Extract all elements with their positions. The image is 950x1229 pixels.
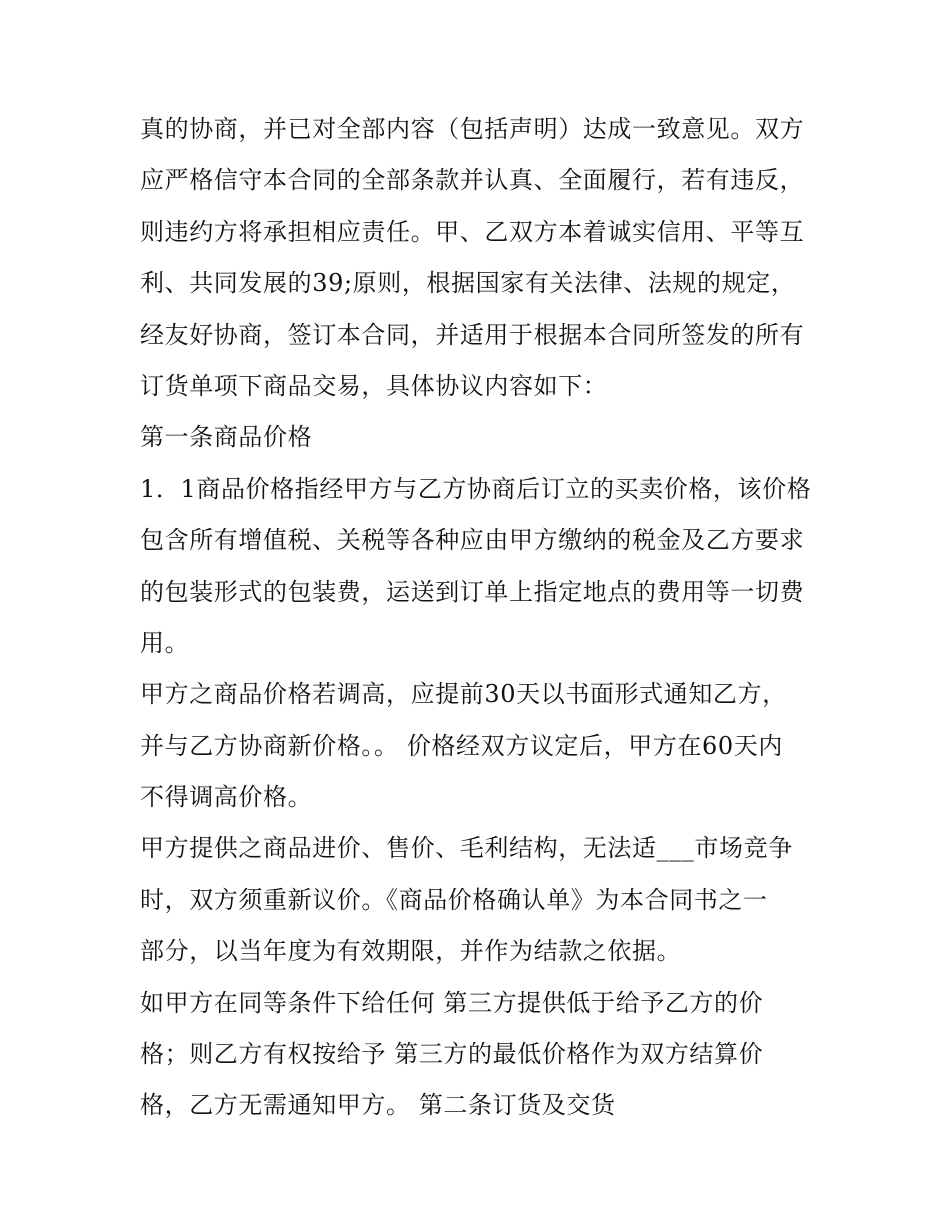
text-line: 如甲方在同等条件下给任何 第三方提供低于给予乙方的价	[140, 988, 764, 1017]
text-line: 并与乙方协商新价格。。 价格经双方议定后，甲方在60天内	[140, 731, 783, 760]
text-line: 则违约方将承担相应责任。甲、乙双方本着诚实信用、平等互	[140, 217, 805, 246]
text-line: 应严格信守本合同的全部条款并认真、全面履行，若有违反，	[140, 166, 805, 195]
text-line: 甲方提供之商品进价、售价、毛利结构，无法适___市场竞争	[140, 834, 793, 863]
document-body	[140, 104, 830, 1132]
text-line: 甲方之商品价格若调高，应提前30天以书面形式通知乙方，	[140, 680, 787, 709]
section-heading: 第一条商品价格	[140, 423, 313, 452]
text-line: 订货单项下商品交易，具体协议内容如下：	[140, 371, 608, 400]
text-line: 包含所有增值税、关税等各种应由甲方缴纳的税金及乙方要求	[140, 526, 805, 555]
text-line: 经友好协商，签订本合同，并适用于根据本合同所签发的所有	[140, 320, 805, 349]
text-line: 的包装形式的包装费，运送到订单上指定地点的费用等一切费	[140, 577, 805, 606]
text-line: 格，乙方无需通知甲方。 第二条订货及交货	[140, 1091, 616, 1120]
text-line: 利、共同发展的39;原则，根据国家有关法律、法规的规定，	[140, 269, 796, 298]
text-line: 真的协商，并已对全部内容（包括声明）达成一致意见。双方	[140, 115, 805, 143]
text-line: 部分，以当年度为有效期限，并作为结款之依据。	[140, 937, 682, 966]
text-line: 格；则乙方有权按给予 第三方的最低价格作为双方结算价	[140, 1040, 764, 1069]
text-line: 不得调高价格。	[140, 783, 313, 812]
text-line: 时，双方须重新议价。《商品价格确认单》为本合同书之一	[140, 885, 768, 914]
text-line: 用。	[140, 628, 190, 657]
text-line: 1．1商品价格指经甲方与乙方协商后订立的买卖价格，该价格	[140, 474, 812, 503]
